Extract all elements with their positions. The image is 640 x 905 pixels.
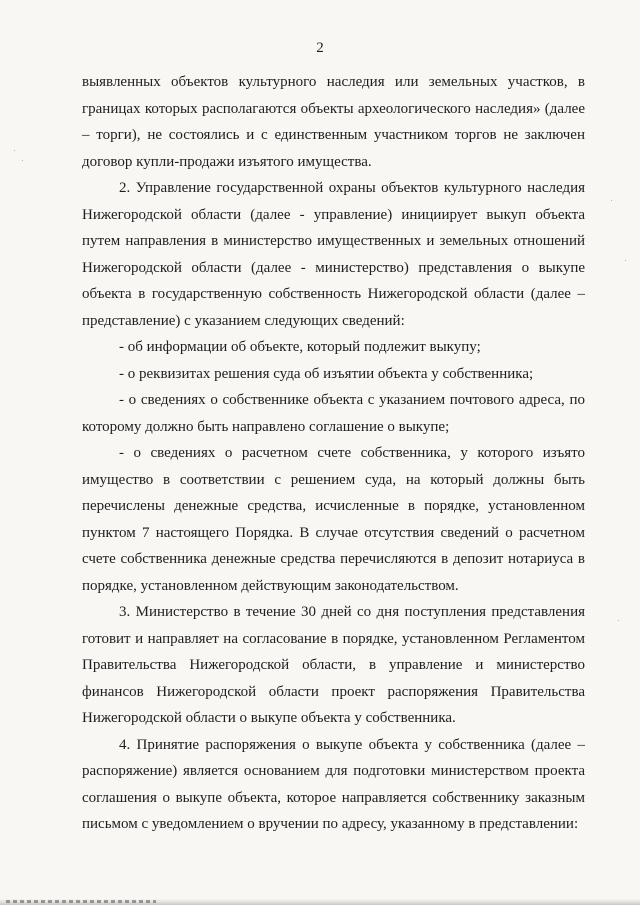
- list-item-bank-account: - о сведениях о расчетном счете собственника, у которого изъято имущество в соответствии с решением суда, на который должны быть перечислены денежные средства, исчисленные в порядке, установленном пунктом 7 настоящего Порядка. В случае отсутствия сведений о расчетном счете собственника денежные средства перечисляются в депозит нотариуса в порядке, установленном действующим законодательством.: [82, 445, 585, 594]
- document-body: [82, 69, 585, 838]
- scan-bottom-dots: [6, 900, 156, 903]
- paragraph-item-3: 3. Министерство в течение 30 дней со дня поступления представления готовит и направляет на согласование в порядке, установленном Регламентом Правительства Нижегородской области, в управление и министерство финансов Нижегородской области проект распоряжения Правительства Нижегородской области о выкупе объекта у собственника.: [82, 604, 585, 726]
- page-number: 2: [316, 40, 324, 56]
- paragraph-item-2: 2. Управление государственной охраны объектов культурного наследия Нижегородской области (далее - управление) инициирует выкуп объекта путем направления в министерство имущественных и земельных отношений Нижегородской области (далее - министерство) представления о выкупе объекта в государственную собственность Нижегородской области (далее – представление) с указанием следующих сведений:: [82, 180, 585, 329]
- list-item-owner-info: - о сведениях о собственнике объекта с указанием почтового адреса, по которому должно быть направлено соглашение о выкупе;: [82, 392, 585, 435]
- scan-artifact: [611, 200, 612, 201]
- paragraph-continuation: выявленных объектов культурного наследия или земельных участков, в границах которых располагаются объекты археологического наследия» (далее – торги), не состоялись и с единственным участником торгов не заключен договор купли-продажи изъятого имущества.: [82, 74, 585, 170]
- scan-artifact: [625, 260, 626, 261]
- scan-artifact: [618, 620, 619, 621]
- scan-artifact: [22, 160, 23, 161]
- list-item-object-info: - об информации об объекте, который подлежит выкупу;: [119, 339, 481, 355]
- list-item-court-decision: - о реквизитах решения суда об изъятии объекта у собственника;: [119, 365, 534, 382]
- paragraph-item-4: 4. Принятие распоряжения о выкупе объекта у собственника (далее – распоряжение) является основанием для подготовки министерством проекта соглашения о выкупе объекта, которое направляется собственнику заказным письмом с уведомлением о вручении по адресу, указанному в представлении:: [82, 736, 585, 832]
- scan-artifact: [14, 150, 15, 151]
